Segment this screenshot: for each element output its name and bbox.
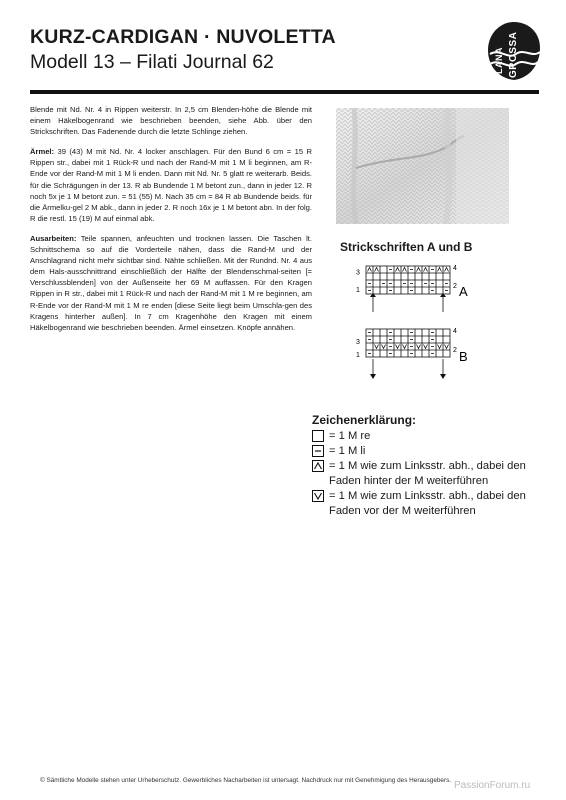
- legend-text-purl: = 1 M li: [329, 445, 366, 457]
- sleeves-label: Ärmel:: [30, 147, 55, 157]
- paragraph-finishing: [30, 233, 312, 333]
- chart-b-row-1: 1: [356, 352, 360, 359]
- legend-item-slip-back: [312, 459, 542, 489]
- chart-a-row-2: 2: [453, 283, 457, 290]
- paragraph-sleeves: [30, 146, 312, 224]
- finishing-label: Ausarbeiten:: [30, 233, 77, 243]
- chart-b-row-3: 3: [356, 339, 360, 346]
- knit-detail-photo: [336, 108, 509, 224]
- caret-down-square-icon: [312, 490, 324, 502]
- caret-up-square-icon: [312, 460, 324, 472]
- chart-b-row-2: 2: [453, 347, 457, 354]
- brand-logo: [486, 20, 542, 82]
- dash-square-icon: [312, 445, 324, 457]
- finishing-text: Teile spannen, anfeuchten und trocknen lassen. Die Taschen lt. Schnittschema so auf die Vorderteile nähen, dass die Rand-M und der Anschlagrand nicht mehr sichtbar sind. Nähte schließen. Mit der Rundnd. Nr. 4 aus dem Hals-ausschnittrand einschließlich der Hälfte der Blendenschmal-seiten [= Verschlussblenden] von der Außenseite her 69 M auffassen. Für den Kragen Rippen in R str., dabei mit 1 Rück-R und nach der Rand-M mit 1 M re beginnen, am R-Ende vor der Rand-M mit 1 M re enden [diese Seite liegt beim Umschla-gen des Kragens hinterher außen]. In 7 cm Kragenhöhe den Kragen mit einem Häkelbogenrand wie beschrieben beenden. Ärmel einsetzen. Knöpfe annähen.: [30, 233, 312, 332]
- chart-a: [352, 262, 474, 318]
- chart-a-row-3: 3: [356, 269, 360, 277]
- svg-text:GROSSA: GROSSA: [508, 31, 519, 78]
- legend-item-purl: [312, 444, 542, 459]
- legend-text-knit: = 1 M re: [329, 430, 371, 442]
- charts-title: Strickschriften A und B: [340, 240, 473, 254]
- chart-a-label: A: [459, 284, 468, 299]
- copyright-footer: © Sämtliche Modelle stehen unter Urheberschutz. Gewerbliches Nacharbeiten ist untersagt. Nachdruck nur mit Genehmigung des Herausgebers.: [40, 777, 452, 784]
- legend-item-slip-front: [312, 489, 542, 519]
- page-subtitle: Modell 13 – Filati Journal 62: [30, 51, 274, 73]
- legend-text-slip-front: = 1 M wie zum Linksstr. abh., dabei den Faden vor der M weiterführen: [329, 490, 526, 517]
- legend-item-knit: [312, 429, 542, 444]
- legend-text-slip-back: = 1 M wie zum Linksstr. abh., dabei den Faden hinter der M weiterführen: [329, 460, 526, 487]
- chart-a-row-4: 4: [453, 265, 457, 272]
- legend-list: [312, 429, 542, 519]
- chart-b: [352, 325, 474, 383]
- paragraph-border: Blende mit Nd. Nr. 4 in Rippen weiterstr. In 2,5 cm Blenden-höhe die Blende mit einem Häkelbogenrand wie beschrieben beenden, siehe Abb. über den Strickschriften. Das Fadenende durch die letzte Schlinge ziehen.: [30, 105, 312, 137]
- header-rule: [30, 90, 539, 94]
- empty-square-icon: [312, 430, 324, 442]
- chart-b-label: B: [459, 349, 468, 364]
- sleeves-text: 39 (43) M mit Nd. Nr. 4 locker anschlagen. Für den Bund 6 cm = 15 R Rippen str., dabei mit 1 Rück-R und nach der Rand-M mit 1 M li beginnen, am R-Ende vor der Rand-M mit 1 M li enden. Dann mit Nd. Nr. 5 glatt re weiterarb. Beids. für die Schrägungen in der 13. R ab Bundende 1 M betont zun., dann in jeder 12. R noch 5x je 1 M betont zun. = 51 (55) M. Nach 35 cm = 84 R ab Bundende beids. für die Ärmelku-gel 2 M abk., dann in jeder 2. R noch 16x je 1 M betont abn. In der folg. R die restl. 15 (19) M auf einmal abk.: [30, 147, 312, 223]
- chart-b-row-4: 4: [453, 328, 457, 335]
- legend-title: Zeichenerklärung:: [312, 413, 417, 427]
- chart-a-row-1: 1: [356, 287, 360, 294]
- page-title: KURZ-CARDIGAN · NUVOLETTA: [30, 26, 336, 48]
- svg-text:LANA: LANA: [494, 47, 504, 74]
- site-watermark: PassionForum.ru: [454, 780, 531, 791]
- instructions-text: [30, 104, 312, 342]
